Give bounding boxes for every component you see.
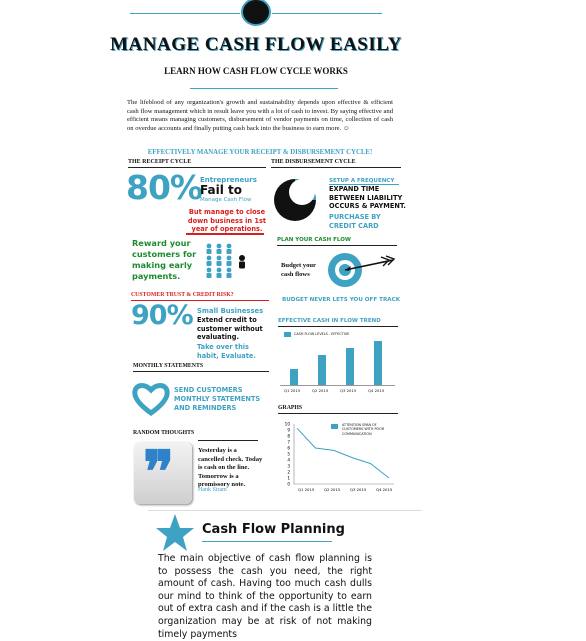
line-ytick-label: 5 xyxy=(287,451,290,457)
intro-paragraph: The lifeblood of any organization's growth and sustainability depends upon effective & efficient cash flow management which in result leave you with a lot of cash to invest. By saying effective and efficient means managing customers, disbursement of vendor payments on time, collection of cash on overdue accounts and finally putting cash back into the business to earn more. ☺ xyxy=(127,99,393,133)
trend-heading: EFFECTIVE CASH IN FLOW TREND xyxy=(278,318,381,324)
purchase-text: PURCHASE BY CREDIT CARD xyxy=(329,213,381,230)
reward-text: Reward your customers for making early payments. xyxy=(132,238,197,281)
receipt-heading: THE RECEIPT CYCLE xyxy=(128,159,192,165)
bar-4 xyxy=(374,341,382,385)
page-subtitle: LEARN HOW CASH FLOW CYCLE WORKS xyxy=(164,66,348,76)
stat-90-label2: Extend credit to customer without evaluating. xyxy=(197,316,263,342)
monthly-divider xyxy=(133,371,269,372)
quote-text: Yesterday is a cancelled check. Today is cash on the line. Tomorrow is a promissory note. xyxy=(198,447,263,489)
heart-icon xyxy=(132,382,170,416)
stat-80-label2: Fail to xyxy=(200,183,242,197)
page-title: MANAGE CASH FLOW EASILY xyxy=(110,34,402,55)
target-arrow-icon xyxy=(323,252,399,288)
stat-90-number: 90% xyxy=(131,300,193,331)
line-ytick-label: 4 xyxy=(287,457,290,463)
bar-legend-label: CASH FLOW LEVELS - EFFECTIVE xyxy=(294,332,350,336)
quote-icon: ❞ xyxy=(134,442,192,504)
budget-tag: BUDGET NEVER LETS YOU OFF TRACK xyxy=(282,297,401,303)
section-banner: EFFECTIVELY MANAGE YOUR RECEIPT & DISBURSEMENT CYCLE! xyxy=(147,149,373,156)
footer-body: The main objective of cash flow planning is to possess the cash you need, the right amount of cash. Having too much cash dulls our mind to think of the opportunity to earn out of extra cash and if the cash is a little the organization may be at risk of not making timely payments xyxy=(158,553,372,640)
line-xtick-label: Q1 2015 xyxy=(298,487,315,492)
line-ytick-label: 8 xyxy=(287,433,290,439)
stat-90-label3: Take over this habit, Evaluate. xyxy=(197,343,256,360)
line-ytick-label: 6 xyxy=(287,445,290,451)
bar-2 xyxy=(318,355,326,385)
plan-heading: PLAN YOUR CASH FLOW xyxy=(277,237,351,243)
line-ytick-label: 10 xyxy=(284,421,290,427)
bar-tick-label: Q3 2015 xyxy=(340,388,357,393)
setup-label: SETUP A FREQUENCY xyxy=(329,178,395,184)
line-ytick-label: 0 xyxy=(287,481,290,487)
people-grid-icon xyxy=(204,243,250,279)
stat-90-label1: Small Businesses xyxy=(197,307,264,315)
footer-divider xyxy=(148,510,422,511)
line-xtick-label: Q4 2015 xyxy=(376,487,393,492)
disbursement-divider xyxy=(271,167,401,168)
line-xtick-label: Q2 2015 xyxy=(324,487,341,492)
stat-80-label1: Entrepreneurs xyxy=(200,176,257,184)
monthly-heading: MONTHLY STATEMENTS xyxy=(133,363,204,369)
plan-divider xyxy=(277,245,397,246)
trend-divider xyxy=(278,326,398,327)
line-ytick-label: 3 xyxy=(287,463,290,469)
line-xtick-label: Q3 2015 xyxy=(350,487,367,492)
setup-text: EXPAND TIME BETWEEN LIABILITY OCCURS & PAYMENT. xyxy=(329,185,406,211)
top-line-left xyxy=(130,13,240,14)
stat-80-underline xyxy=(186,233,264,235)
top-line-right xyxy=(272,13,382,14)
line-chart xyxy=(282,418,398,498)
line-series xyxy=(297,428,389,478)
stat-80-number: 80% xyxy=(126,168,202,207)
bar-3 xyxy=(346,348,354,385)
bar-chart xyxy=(280,328,395,396)
bar-baseline xyxy=(280,385,395,386)
footer-heading: Cash Flow Planning xyxy=(202,522,345,537)
quote-author: Hank Stram xyxy=(198,487,227,493)
bar-1 xyxy=(290,369,298,385)
top-circle-icon xyxy=(243,0,269,24)
disbursement-heading: THE DISBURSEMENT CYCLE xyxy=(271,159,356,165)
bar-tick-label: Q4 2015 xyxy=(368,388,385,393)
bar-tick-label: Q1 2015 xyxy=(284,388,301,393)
line-legend-label: ATTENTION SPAN OF CUSTOMERS WITH POOR COMMUNICATION xyxy=(342,423,385,436)
line-ytick-label: 7 xyxy=(287,439,290,445)
graphs-heading: GRAPHS xyxy=(278,405,303,411)
random-heading: RANDOM THOUGHTS xyxy=(133,430,195,436)
line-ytick-label: 9 xyxy=(287,427,290,433)
line-ytick-label: 1 xyxy=(287,475,290,481)
monthly-text: SEND CUSTOMERS MONTHLY STATEMENTS AND REMINDERS xyxy=(174,386,261,413)
random-divider xyxy=(198,440,258,441)
bar-legend-swatch xyxy=(284,332,291,337)
line-plot-area xyxy=(282,418,398,498)
clock-pie-icon xyxy=(271,177,319,223)
stat-80-note: But manage to close down business in 1st year of operations. xyxy=(187,208,267,234)
trust-heading: CUSTOMER TRUST & CREDIT RISK? xyxy=(131,292,234,298)
graphs-divider xyxy=(278,413,398,414)
star-icon xyxy=(155,513,195,553)
bar-tick-label: Q2 2015 xyxy=(312,388,329,393)
budget-text: Budget your cash flows xyxy=(281,262,316,278)
subtitle-divider xyxy=(190,88,338,89)
footer-heading-underline xyxy=(202,541,332,542)
line-ytick-label: 2 xyxy=(287,469,290,475)
stat-80-label3: Manage Cash Flow xyxy=(200,197,252,203)
